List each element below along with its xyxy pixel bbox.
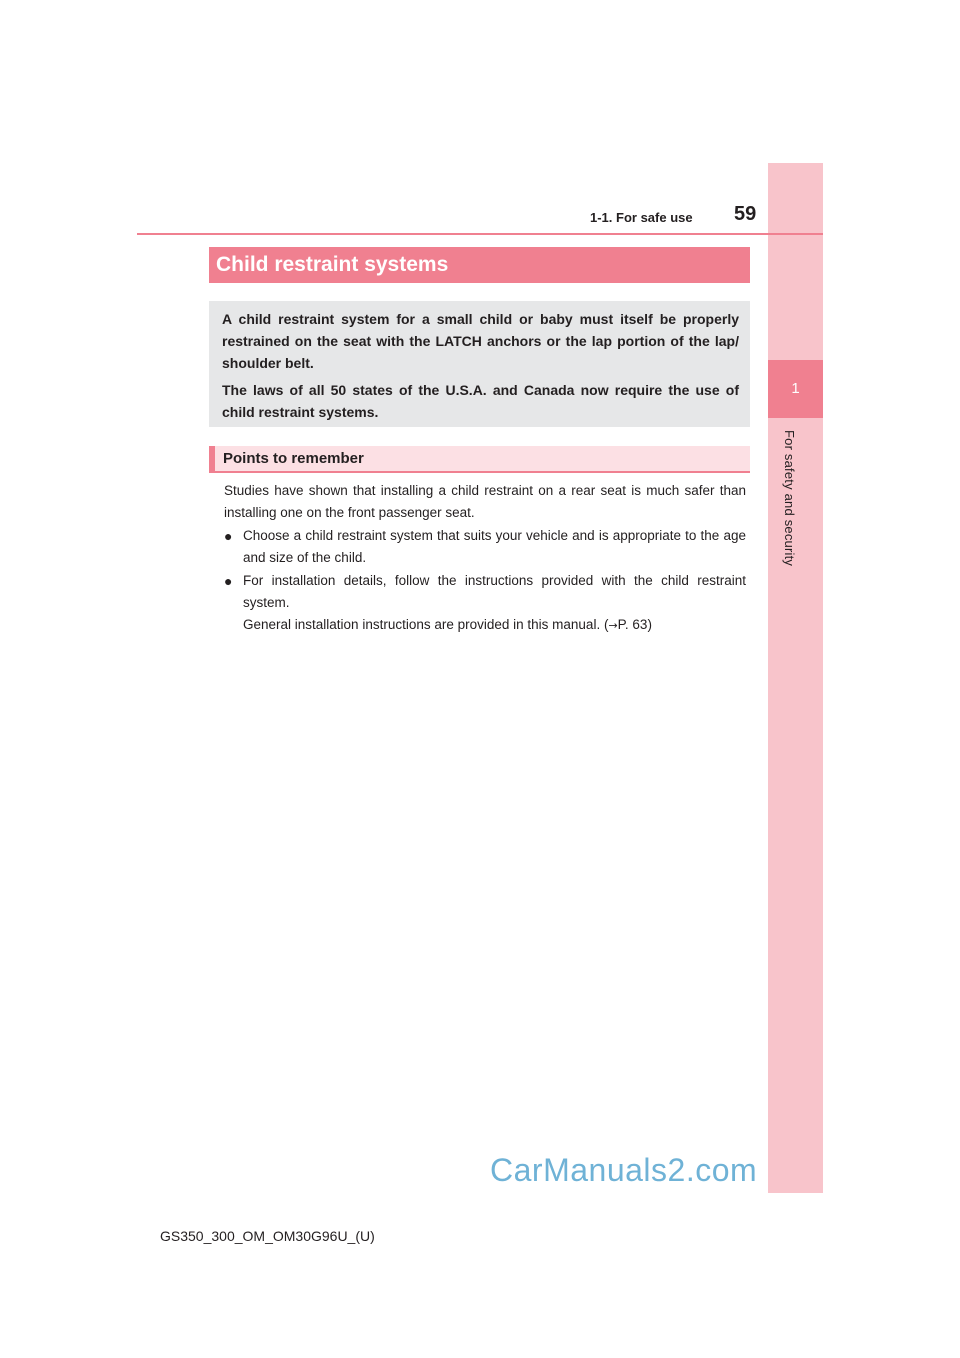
arrow-right-icon: → — [608, 619, 618, 632]
points-heading: Points to remember — [209, 446, 750, 473]
document-code: GS350_300_OM_OM30G96U_(U) — [160, 1228, 375, 1244]
points-body — [224, 480, 746, 637]
page-cross-reference — [243, 614, 746, 637]
bullet-text: Choose a child restraint system that suits your vehicle and is appropriate to the age and size of the child. — [243, 528, 746, 565]
list-item — [224, 525, 746, 569]
page-number: 59 — [734, 203, 757, 225]
chapter-side-tab — [768, 163, 823, 1193]
bullet-text: For installation details, follow the instructions provided with the child restraint system. — [243, 573, 746, 610]
cross-reference-page: P. 63) — [617, 617, 652, 632]
watermark-logo: CarManuals2.com — [490, 1152, 758, 1188]
bullet-dot-icon: ● — [224, 528, 233, 544]
chapter-number-tab: 1 — [768, 360, 823, 418]
bullet-dot-icon: ● — [224, 573, 233, 589]
intro-box — [209, 301, 750, 427]
intro-paragraph-2: The laws of all 50 states of the U.S.A. and Canada now require the use of child restraint systems. — [222, 382, 739, 420]
page-title: Child restraint systems — [209, 247, 750, 283]
points-lead-paragraph: Studies have shown that installing a child restraint on a rear seat is much safer than installing one on the front passenger seat. — [224, 483, 746, 520]
intro-paragraph-1: A child restraint system for a small child or baby must itself be properly restrained on the seat with the LATCH anchors or the lap portion of the lap/ shoulder belt. — [222, 311, 739, 371]
chapter-title-label: For safety and security — [782, 430, 797, 567]
section-reference: 1-1. For safe use — [590, 210, 693, 225]
list-item — [224, 570, 746, 637]
cross-reference-text: General installation instructions are provided in this manual. ( — [243, 617, 609, 632]
header-divider — [137, 233, 823, 235]
